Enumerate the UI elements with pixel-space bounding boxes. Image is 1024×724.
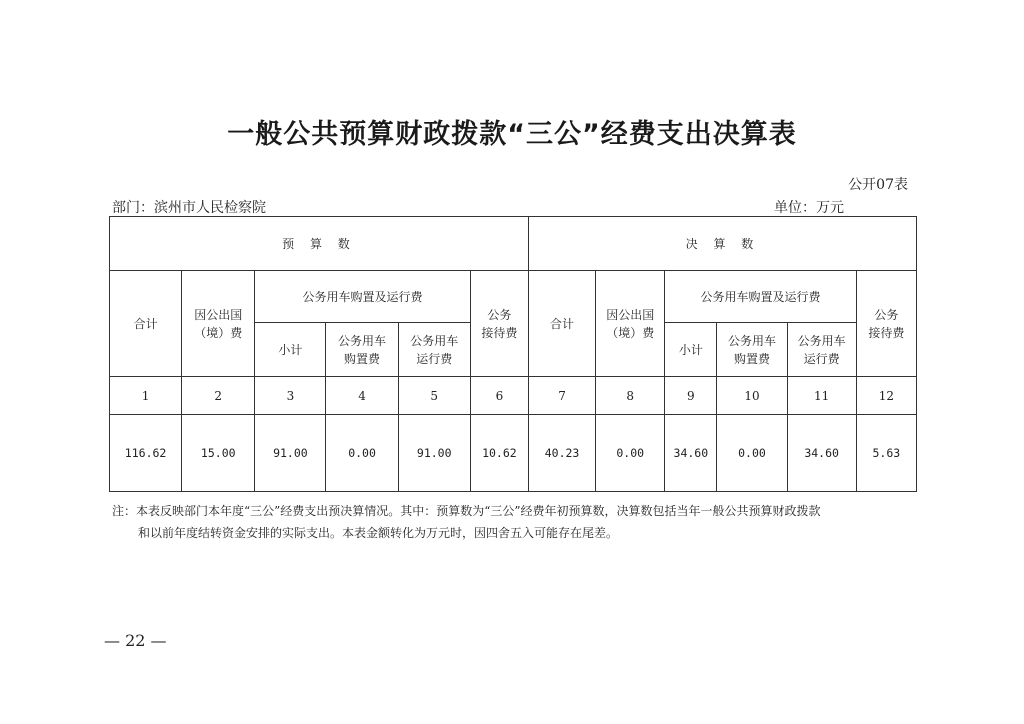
value-cell: 5.63 bbox=[856, 415, 916, 492]
values-row bbox=[110, 415, 917, 492]
budget-subtotal-header: 小计 bbox=[255, 323, 326, 377]
abroad-label-line1: 因公出国 bbox=[606, 307, 655, 322]
purchase-label-line2: 购置费 bbox=[733, 351, 770, 366]
operate-label-line2: 运行费 bbox=[416, 351, 453, 366]
department-label: 部门：滨州市人民检察院 bbox=[112, 200, 266, 216]
final-reception-header bbox=[856, 271, 916, 377]
purchase-label-line2: 购置费 bbox=[344, 351, 381, 366]
final-total-header: 合计 bbox=[528, 271, 595, 377]
header-row-2 bbox=[110, 271, 917, 323]
final-purchase-header bbox=[717, 323, 787, 377]
col-number: 7 bbox=[528, 377, 595, 415]
value-cell: 15.00 bbox=[182, 415, 255, 492]
col-number: 6 bbox=[470, 377, 528, 415]
col-number: 11 bbox=[787, 377, 856, 415]
value-cell: 0.00 bbox=[717, 415, 787, 492]
footnote-line2: 和以前年度结转资金安排的实际支出。本表金额转化为万元时，因四舍五入可能存在尾差。 bbox=[138, 526, 619, 540]
reception-label-line2: 接待费 bbox=[868, 325, 905, 340]
column-number-row bbox=[110, 377, 917, 415]
operate-label-line2: 运行费 bbox=[803, 351, 840, 366]
page-title: 一般公共预算财政拨款“三公”经费支出决算表 bbox=[227, 119, 797, 150]
value-cell: 10.62 bbox=[470, 415, 528, 492]
operate-label-line1: 公务用车 bbox=[410, 333, 459, 348]
col-number: 4 bbox=[326, 377, 398, 415]
col-number: 12 bbox=[856, 377, 916, 415]
abroad-label-line2: （境）费 bbox=[194, 325, 243, 340]
col-number: 3 bbox=[255, 377, 326, 415]
unit-label: 单位：万元 bbox=[774, 200, 844, 216]
final-operate-header bbox=[787, 323, 856, 377]
expense-table bbox=[109, 216, 917, 492]
col-number: 9 bbox=[665, 377, 717, 415]
final-abroad-header bbox=[596, 271, 665, 377]
purchase-label-line1: 公务用车 bbox=[727, 333, 776, 348]
final-vehicle-group-header: 公务用车购置及运行费 bbox=[665, 271, 856, 323]
reception-label-line2: 接待费 bbox=[481, 325, 518, 340]
col-number: 8 bbox=[596, 377, 665, 415]
reception-label-line1: 公务 bbox=[487, 307, 512, 322]
reception-label-line1: 公务 bbox=[874, 307, 899, 322]
col-number: 10 bbox=[717, 377, 787, 415]
value-cell: 91.00 bbox=[398, 415, 470, 492]
final-subtotal-header: 小计 bbox=[665, 323, 717, 377]
value-cell: 40.23 bbox=[528, 415, 595, 492]
abroad-label-line1: 因公出国 bbox=[194, 307, 243, 322]
value-cell: 34.60 bbox=[787, 415, 856, 492]
operate-label-line1: 公务用车 bbox=[797, 333, 846, 348]
budget-purchase-header bbox=[326, 323, 398, 377]
budget-reception-header bbox=[470, 271, 528, 377]
header-row-1 bbox=[110, 217, 917, 271]
value-cell: 0.00 bbox=[326, 415, 398, 492]
col-number: 2 bbox=[182, 377, 255, 415]
budget-abroad-header bbox=[182, 271, 255, 377]
col-number: 1 bbox=[110, 377, 182, 415]
budget-operate-header bbox=[398, 323, 470, 377]
footnote-line1: 注：本表反映部门本年度“三公”经费支出预决算情况。其中：预算数为“三公”经费年初预算数，决算数包括当年一般公共预算财政拨款 bbox=[112, 504, 821, 518]
budget-total-header: 合计 bbox=[110, 271, 182, 377]
purchase-label-line1: 公务用车 bbox=[338, 333, 387, 348]
value-cell: 34.60 bbox=[665, 415, 717, 492]
value-cell: 116.62 bbox=[110, 415, 182, 492]
budget-vehicle-group-header: 公务用车购置及运行费 bbox=[255, 271, 470, 323]
abroad-label-line2: （境）费 bbox=[606, 325, 655, 340]
page-number: — 22 — bbox=[104, 631, 167, 650]
value-cell: 0.00 bbox=[596, 415, 665, 492]
form-code: 公开07表 bbox=[848, 177, 908, 193]
value-cell: 91.00 bbox=[255, 415, 326, 492]
budget-header: 预 算 数 bbox=[110, 217, 529, 271]
final-header: 决 算 数 bbox=[528, 217, 916, 271]
col-number: 5 bbox=[398, 377, 470, 415]
